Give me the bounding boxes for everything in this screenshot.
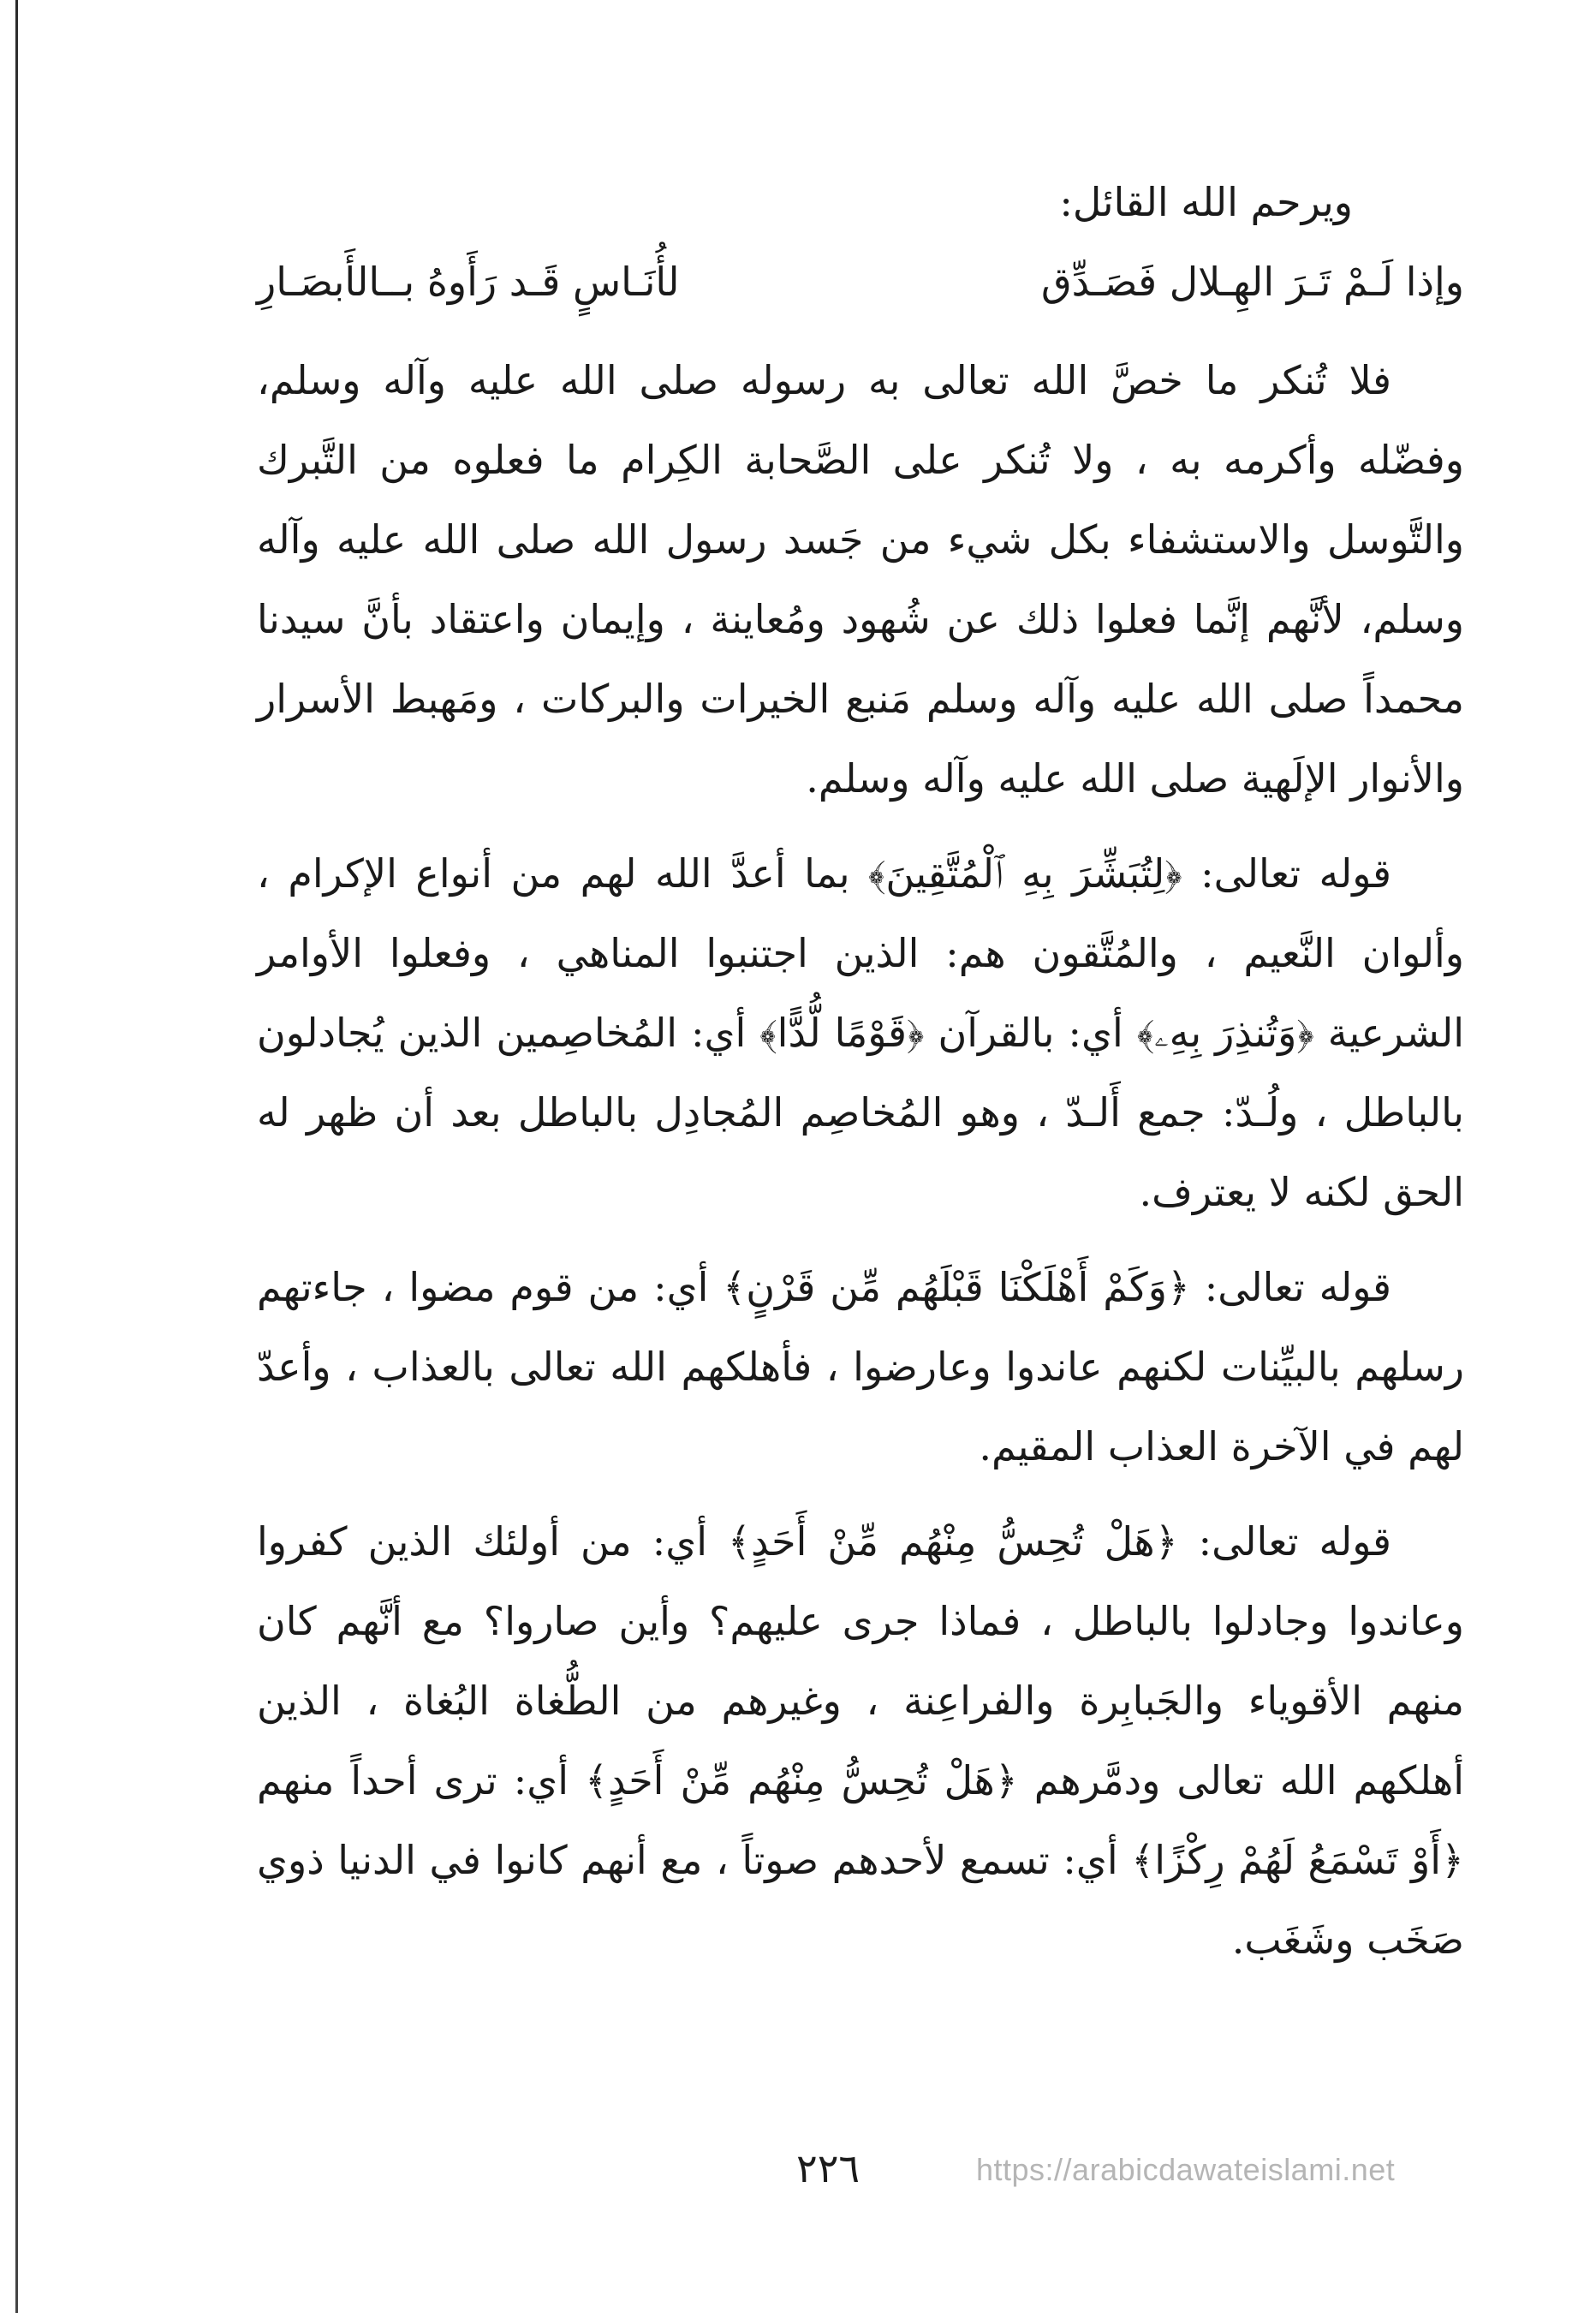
paragraph: قوله تعالى: ﴿هَلْ تُحِسُّ مِنْهُم مِّنْ أَحَدٍ﴾ أي: من أولئك الذين كفروا وعاندوا وجادلوا بالباطل ، فماذا جرى عليهم؟ وأين صاروا؟ مع أنَّهم كان منهم الأقوياء والجَبابِرة والفراعِنة ، وغيرهم من الطُّغاة البُغاة ، الذين أهلكهم الله تعالى ودمَّرهم ﴿هَلْ تُحِسُّ مِنْهُم مِّنْ أَحَدٍ﴾ أي: ترى أحداً منهم ﴿أَوْ تَسْمَعُ لَهُمْ رِكْزًا﴾ أي: تسمع لأحدهم صوتاً ، مع أنهم كانوا في الدنيا ذوي صَخَب وشَغَب.: [257, 1518, 1464, 1963]
poem-intro: ويرحم الله القائل:: [1059, 179, 1353, 225]
page-footer: [0, 2145, 1596, 2197]
watermark-url: https://arabicdawateislami.net: [976, 2152, 1396, 2187]
paragraph: قوله تعالى: ﴿لِتُبَشِّرَ بِهِ ٱلْمُتَّقِينَ﴾ بما أعدَّ الله لهم من أنواع الإكرام ، وألوان النَّعيم ، والمُتَّقون هم: الذين اجتنبوا المناهي ، وفعلوا الأوامر الشرعية ﴿وَتُنذِرَ بِهِۦ﴾ أي: بالقرآن ﴿قَوْمًا لُّدًّا﴾ أي: المُخاصِمين الذين يُجادلون بالباطل ، ولُـدّ: جمع أَلـدّ ، وهو المُخاصِم المُجادِل بالباطل بعد أن ظهر له الحق لكنه لا يعترف.: [257, 850, 1464, 1215]
poem-hemistich-second: لأُنَـاسٍ قَـد رَأَوهُ بــالأَبصَـارِ: [257, 259, 680, 305]
page-number: ٢٢٦: [796, 2145, 861, 2191]
page-body: [257, 163, 1464, 1995]
poem-hemistich-first: وإذا لَـمْ تَـرَ الهِـلال فَصَـدِّق: [1040, 259, 1464, 305]
poem-verse: [257, 242, 1464, 322]
paragraph: قوله تعالى: ﴿وَكَمْ أَهْلَكْنَا قَبْلَهُم مِّن قَرْنٍ﴾ أي: من قوم مضوا ، جاءتهم رسلهم بالبيِّنات لكنهم عاندوا وعارضوا ، فأهلكهم الله تعالى بالعذاب ، وأعدّ لهم في الآخرة العذاب المقيم.: [257, 1264, 1464, 1469]
paragraph: فلا تُنكر ما خصَّ الله تعالى به رسوله صلى الله عليه وآله وسلم، وفضّله وأكرمه به ، ولا تُنكر على الصَّحابة الكِرام ما فعلوه من التَّبرك والتَّوسل والاستشفاء بكل شيء من جَسد رسول الله صلى الله عليه وآله وسلم، لأنَّهم إنَّما فعلوا ذلك عن شُهود ومُعاينة ، وإيمان واعتقاد بأنَّ سيدنا محمداً صلى الله عليه وآله وسلم مَنبع الخيرات والبركات ، ومَهبط الأسرار والأنوار الإلَهية صلى الله عليه وآله وسلم.: [257, 357, 1464, 802]
scan-edge-line: [15, 0, 18, 2313]
